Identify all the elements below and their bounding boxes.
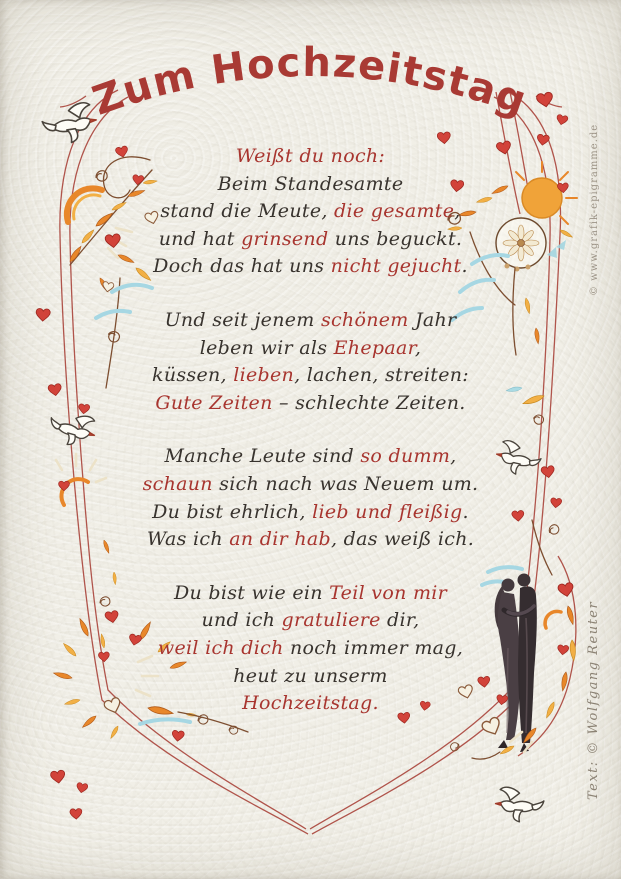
- dove-icon: [495, 787, 545, 823]
- poem-segment: Was ich: [146, 528, 230, 551]
- poem-line: [0, 690, 621, 718]
- poem-line: [0, 362, 621, 390]
- stanza: [0, 143, 621, 281]
- poem-line: [0, 443, 621, 471]
- poem-segment: und ich: [201, 609, 282, 632]
- poem-line: [0, 335, 621, 363]
- poem-segment: Doch das hat uns: [153, 255, 331, 278]
- poem-segment: .: [462, 500, 469, 523]
- poem-segment: lieben: [233, 364, 295, 387]
- poem-segment: ,: [450, 445, 457, 468]
- poem-segment: Ehepaar: [333, 336, 415, 359]
- poem-line: [0, 607, 621, 635]
- poem-segment: Manche Leute sind: [164, 445, 361, 468]
- poem-segment: ,: [454, 200, 461, 223]
- poem-line: [0, 471, 621, 499]
- poem-segment: lieb und fleißig: [312, 500, 463, 523]
- poem-line: [0, 580, 621, 608]
- poem-segment: so dumm: [360, 445, 451, 468]
- poem-segment: Du bist ehrlich,: [152, 500, 313, 523]
- poem-segment: heut zu unserm: [233, 664, 388, 687]
- poem-line: [0, 253, 621, 281]
- poem-segment: schaun: [142, 472, 213, 495]
- poem-segment: Weißt du noch:: [235, 145, 386, 167]
- poem-line: [0, 663, 621, 691]
- poem-segment: Und seit jenem: [164, 308, 321, 331]
- poem-segment: Beim Standesamte: [217, 172, 404, 195]
- poem-segment: Jahr: [408, 308, 457, 331]
- heart-icon: [76, 782, 88, 793]
- poem-segment: die gesamte: [334, 200, 455, 223]
- poem-segment: noch immer mag,: [283, 636, 464, 659]
- poem-segment: grinsend: [241, 227, 329, 250]
- poem-segment: , das weiß ich.: [330, 528, 475, 551]
- poem-line: [0, 499, 621, 527]
- poem-segment: stand die Meute,: [160, 200, 335, 223]
- poem-segment: dir,: [380, 609, 420, 632]
- watermark-url: © www.grafik-epigramme.de: [589, 123, 600, 296]
- poem-line: [0, 390, 621, 418]
- poem-segment: gratuliere: [281, 609, 381, 632]
- stanza: [0, 443, 621, 553]
- poem-segment: Teil von mir: [329, 581, 448, 604]
- poem-segment: weil ich dich: [157, 636, 284, 659]
- poem-segment: uns beguckt.: [328, 227, 463, 250]
- heart-icon: [70, 808, 82, 819]
- poem-segment: küssen,: [152, 364, 234, 387]
- author-credit: Text: © Wolfgang Reuter: [586, 600, 601, 800]
- page-title: Zum Hochzeitstag: [86, 39, 534, 125]
- poem-segment: leben wir als: [199, 336, 334, 359]
- poem-segment: schönem: [320, 308, 409, 331]
- poem-line: [0, 198, 621, 226]
- poem-segment: und hat: [158, 227, 242, 250]
- poem-line: [0, 143, 621, 171]
- poem-segment: Gute Zeiten: [155, 391, 273, 414]
- heart-icon: [50, 770, 66, 784]
- poem-segment: .: [461, 255, 468, 278]
- poem-line: [0, 171, 621, 199]
- poem-line: [0, 307, 621, 335]
- poem-segment: sich nach was Neuem um.: [212, 472, 479, 495]
- stanza: [0, 580, 621, 718]
- title-arc: [0, 14, 621, 134]
- poem-segment: Du bist wie ein: [173, 581, 330, 604]
- poem-segment: – schlechte Zeiten.: [272, 391, 466, 414]
- poem-line: [0, 226, 621, 254]
- poem-segment: Hochzeitstag.: [242, 692, 379, 715]
- poem-line: [0, 526, 621, 554]
- poem-line: [0, 635, 621, 663]
- poem-segment: , lachen, streiten:: [294, 364, 469, 387]
- stanza: [0, 307, 621, 417]
- poem: [0, 143, 621, 744]
- poem-segment: an dir hab: [229, 528, 331, 551]
- poem-segment: nicht gejucht: [330, 255, 462, 278]
- poem-segment: ,: [414, 336, 422, 359]
